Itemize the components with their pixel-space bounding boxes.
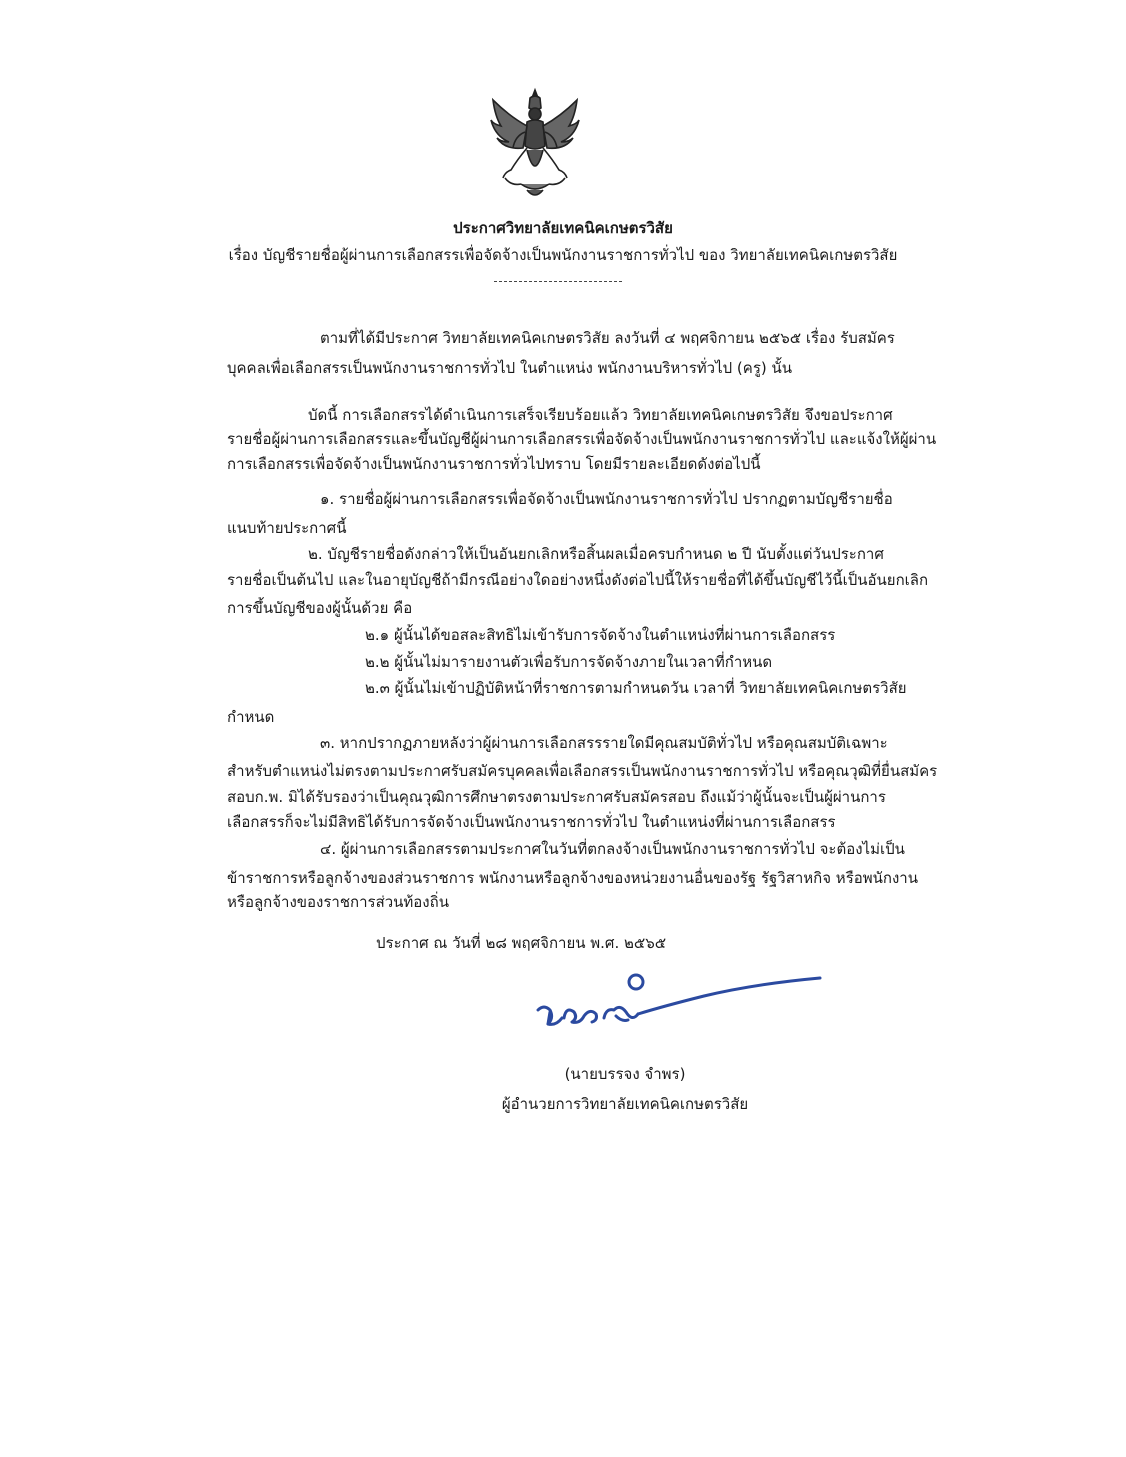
subject-line: เรื่อง บัญชีรายชื่อผู้ผ่านการเลือกสรรเพื่อจัดจ้างเป็นพนักงานราชการทั่วไป ของ วิทยาลัยเทคนิคเกษตรวิสัย	[228, 246, 898, 264]
item2-sub-1: ๒.๑ ผู้นั้นได้ขอสละสิทธิไม่เข้ารับการจัดจ้างในตำแหน่งที่ผ่านการเลือกสรร	[365, 626, 836, 644]
item2-sub-3: ๒.๓ ผู้นั้นไม่เข้าปฏิบัติหน้าที่ราชการตามกำหนดวัน เวลาที่ วิทยาลัยเทคนิคเกษตรวิสัย	[365, 679, 907, 697]
page-title: ประกาศวิทยาลัยเทคนิคเกษตรวิสัย	[453, 219, 673, 237]
now-line-2: รายชื่อผู้ผ่านการเลือกสรรและขึ้นบัญชีผู้ผ่านการเลือกสรรเพื่อจัดจ้างเป็นพนักงานราชการทั่วไป และแจ้งให้ผู้ผ่าน	[227, 430, 937, 448]
item3-line-1: ๓. หากปรากฏภายหลังว่าผู้ผ่านการเลือกสรรรายใดมีคุณสมบัติทั่วไป หรือคุณสมบัติเฉพาะ	[320, 734, 888, 752]
now-line-1: บัดนี้ การเลือกสรรได้ดำเนินการเสร็จเรียบร้อยแล้ว วิทยาลัยเทคนิคเกษตรวิสัย จึงขอประกาศ	[308, 406, 893, 424]
intro-line-2: บุคคลเพื่อเลือกสรรเป็นพนักงานราชการทั่วไป ในตำแหน่ง พนักงานบริหารทั่วไป (ครู) นั้น	[227, 359, 793, 377]
item4-line-3: หรือลูกจ้างของราชการส่วนท้องถิ่น	[227, 893, 449, 911]
item2-line-1: ๒. บัญชีรายชื่อดังกล่าวให้เป็นอันยกเลิกหรือสิ้นผลเมื่อครบกำหนด ๒ ปี นับตั้งแต่วันประกาศ	[308, 545, 884, 563]
signer-title: ผู้อำนวยการวิทยาลัยเทคนิคเกษตรวิสัย	[501, 1095, 749, 1113]
item3-line-3: สอบก.พ. มิได้รับรองว่าเป็นคุณวุฒิการศึกษาตรงตามประกาศรับสมัครสอบ ถึงแม้ว่าผู้นั้นจะเป็นผู้ผ่านการ	[227, 788, 886, 806]
now-line-3: การเลือกสรรเพื่อจัดจ้างเป็นพนักงานราชการทั่วไปทราบ โดยมีรายละเอียดดังต่อไปนี้	[227, 455, 761, 473]
signer-name: (นายบรรจง จำพร)	[564, 1065, 686, 1083]
item4-line-2: ข้าราชการหรือลูกจ้างของส่วนราชการ พนักงานหรือลูกจ้างของหน่วยงานอื่นของรัฐ รัฐวิสาหกิจ หรือพนักงาน	[227, 869, 918, 887]
item4-line-1: ๔. ผู้ผ่านการเลือกสรรตามประกาศในวันที่ตกลงจ้างเป็นพนักงานราชการทั่วไป จะต้องไม่เป็น	[320, 840, 905, 858]
item2-line-3: การขึ้นบัญชีของผู้นั้นด้วย คือ	[227, 599, 413, 617]
item1-line-1: ๑. รายชื่อผู้ผ่านการเลือกสรรเพื่อจัดจ้างเป็นพนักงานราชการทั่วไป ปรากฏตามบัญชีรายชื่อ	[320, 490, 893, 508]
item2-sub-2: ๒.๒ ผู้นั้นไม่มารายงานตัวเพื่อรับการจัดจ้างภายในเวลาที่กำหนด	[365, 653, 773, 671]
header-divider	[494, 281, 622, 282]
item3-line-4: เลือกสรรก็จะไม่มีสิทธิได้รับการจัดจ้างเป็นพนักงานราชการทั่วไป ในตำแหน่งที่ผ่านการเลือกสรร	[227, 813, 836, 831]
item2-line-2: รายชื่อเป็นต้นไป และในอายุบัญชีถ้ามีกรณีอย่างใดอย่างหนึ่งดังต่อไปนี้ให้รายชื่อที่ได้ขึ้นบัญชีไว้นี้เป็นอันยกเลิก	[227, 571, 929, 589]
item2-sub-3-cont: กำหนด	[227, 708, 275, 726]
handwritten-signature-icon	[534, 968, 826, 1046]
garuda-emblem-icon	[487, 86, 583, 204]
item3-line-2: สำหรับตำแหน่งไม่ตรงตามประกาศรับสมัครบุคคลเพื่อเลือกสรรเป็นพนักงานราชการทั่วไป หรือคุณวุฒิที่ยื่นสมัคร	[227, 762, 938, 780]
intro-line-1: ตามที่ได้มีประกาศ วิทยาลัยเทคนิคเกษตรวิสัย ลงวันที่ ๔ พฤศจิกายน ๒๕๖๕ เรื่อง รับสมัคร	[320, 329, 895, 347]
announcement-date: ประกาศ ณ วันที่ ๒๘ พฤศจิกายน พ.ศ. ๒๕๖๕	[376, 934, 667, 952]
item1-line-2: แนบท้ายประกาศนี้	[227, 519, 347, 537]
